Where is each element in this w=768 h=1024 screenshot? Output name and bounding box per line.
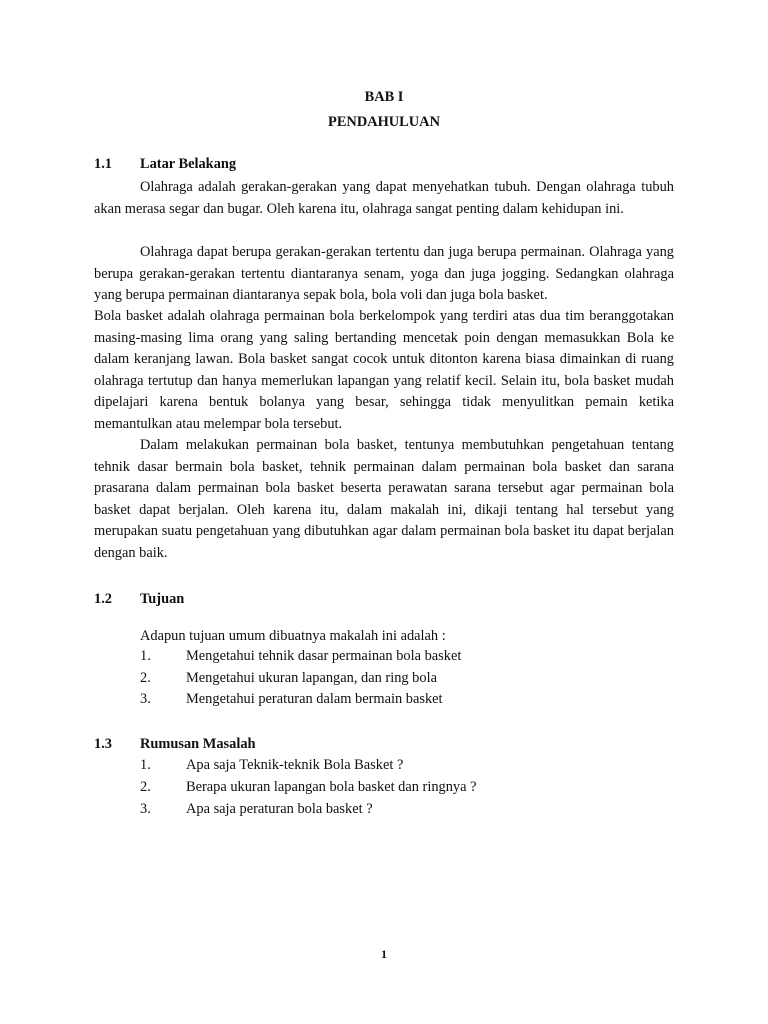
list-text: Mengetahui ukuran lapangan, dan ring bola <box>186 670 437 686</box>
list-text: Mengetahui tehnik dasar permainan bola basket <box>186 648 462 664</box>
list-text: Apa saja Teknik-teknik Bola Basket ? <box>186 757 404 773</box>
list-number: 1. <box>140 757 151 773</box>
paragraph: Bola basket adalah olahraga permainan bola berkelompok yang terdiri atas dua tim beranggotakan masing-masing lima orang yang saling bertanding mencetak poin dengan memasukkan Bola ke dalam keranjang lawan. Bola basket sangat cocok untuk ditonton karena biasa dimainkan di ruang olahraga tertutup dan hanya memerlukan lapangan yang relatif kecil. Selain itu, bola basket mudah dipelajari karena bentuk bolanya yang besar, sehingga tidak menyulitkan pemain ketika memantulkan atau melempar bola tersebut. <box>94 308 674 432</box>
list-intro: Adapun tujuan umum dibuatnya makalah ini adalah : <box>140 628 446 644</box>
paragraph: Olahraga dapat berupa gerakan-gerakan tertentu dan juga berupa permainan. Olahraga yang berupa gerakan-gerakan tertentu diantaranya senam, yoga dan juga jogging. Sedangkan olahraga yang berupa permainan diantaranya sepak bola, bola voli dan juga bola basket. <box>94 244 674 303</box>
list-text: Berapa ukuran lapangan bola basket dan ringnya ? <box>186 779 477 795</box>
section-title: Rumusan Masalah <box>140 736 256 752</box>
list-number: 3. <box>140 691 151 707</box>
list-text: Apa saja peraturan bola basket ? <box>186 801 373 817</box>
chapter-label: BAB I <box>364 89 404 105</box>
section-title: Tujuan <box>140 591 185 607</box>
list-number: 3. <box>140 801 151 817</box>
section-title: Latar Belakang <box>140 156 237 172</box>
section-number: 1.1 <box>94 156 112 172</box>
section-number: 1.2 <box>94 591 112 607</box>
chapter-title: PENDAHULUAN <box>328 114 440 130</box>
paragraph: Dalam melakukan permainan bola basket, tentunya membutuhkan pengetahuan tentang tehnik dasar bermain bola basket, tehnik permainan dalam permainan bola basket dan sarana prasarana dalam permainan bola basket beserta perawatan sarana tersebut agar permainan bola basket dapat berjalan. Oleh karena itu, dalam makalah ini, dikaji tentang hal tersebut yang merupakan suatu pengetahuan yang dibutuhkan agar dalam permainan bola basket itu dapat berjalan dengan baik. <box>94 437 674 561</box>
list-number: 1. <box>140 648 151 664</box>
list-text: Mengetahui peraturan dalam bermain basket <box>186 691 443 707</box>
list-number: 2. <box>140 779 151 795</box>
list-number: 2. <box>140 670 151 686</box>
paragraph: Olahraga adalah gerakan-gerakan yang dapat menyehatkan tubuh. Dengan olahraga tubuh akan merasa segar dan bugar. Oleh karena itu, olahraga sangat penting dalam kehidupan ini. <box>94 179 674 217</box>
section-number: 1.3 <box>94 736 112 752</box>
page-number: 1 <box>381 947 387 961</box>
